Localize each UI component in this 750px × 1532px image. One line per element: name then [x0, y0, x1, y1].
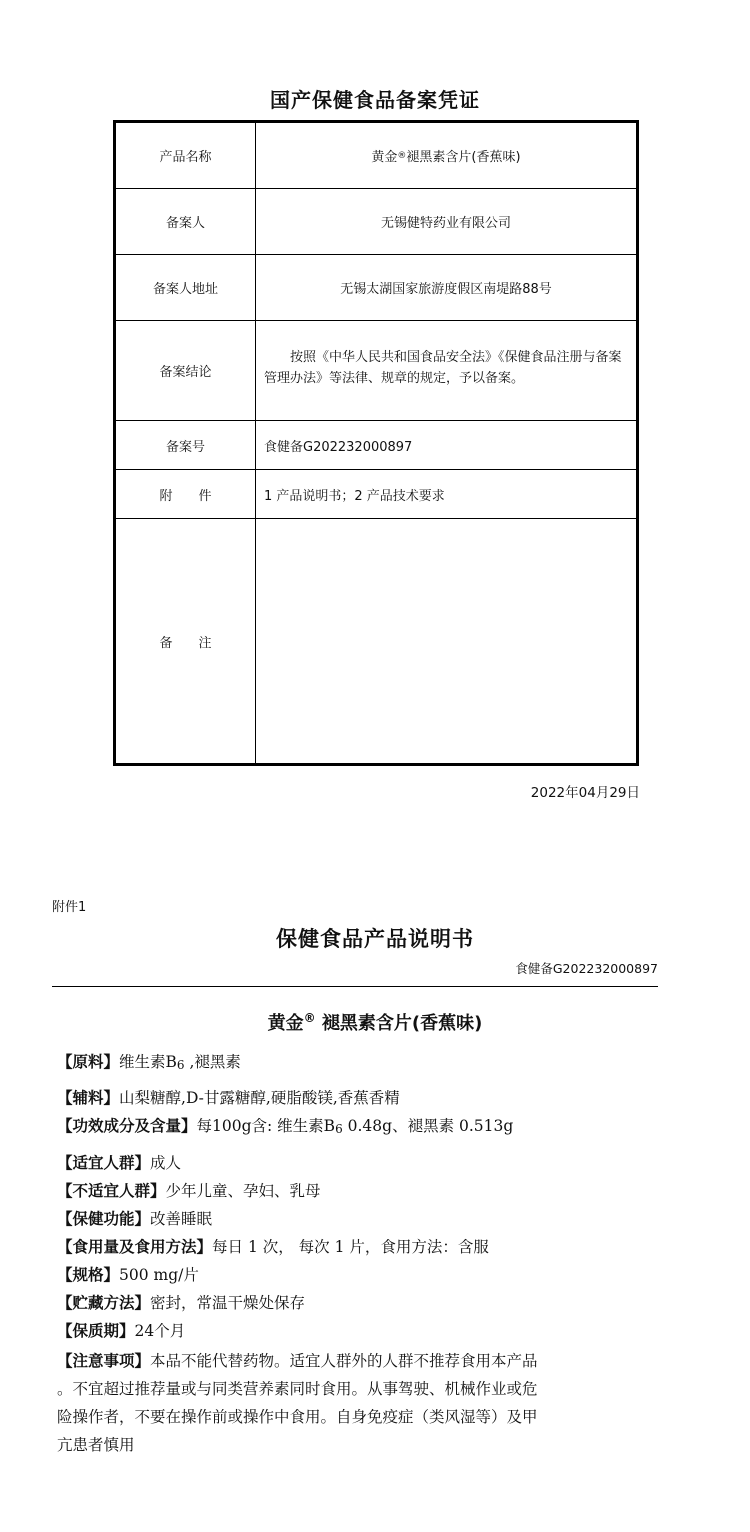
section-shelf-life-text: 24个月 [134, 1322, 186, 1340]
value-filing-number: 食健备G202232000897 [264, 439, 413, 455]
section-excipients-text: 山梨糖醇,D-甘露糖醇,硬脂酸镁,香蕉香精 [119, 1089, 400, 1107]
section-excipients-key: 【辅料】 [57, 1088, 120, 1107]
product-name-prefix: 黄金 [267, 1013, 304, 1034]
section-precautions [57, 1349, 538, 1371]
section-functional-content-text-a: 每100g含: 维生素B [196, 1117, 336, 1135]
section-excipients [57, 1086, 400, 1108]
section-specification-key: 【规格】 [57, 1265, 120, 1284]
row-remarks [116, 519, 636, 763]
product-name-registered-mark: ® [303, 1011, 316, 1025]
section-storage-text: 密封，常温干燥处保存 [150, 1294, 306, 1312]
precautions-continuation-line: 。不宜超过推荐量或与同类营养素同时食用。从事驾驶、机械作业或危 [57, 1380, 538, 1398]
product-name-rest: 褪黑素含片(香蕉味) [315, 1013, 483, 1034]
section-ingredients-text-b: ,褪黑素 [184, 1053, 241, 1071]
section-health-function-key: 【保健功能】 [57, 1209, 151, 1228]
value-filer: 无锡健特药业有限公司 [380, 216, 511, 231]
section-specification-text: 500 mg/片 [119, 1266, 199, 1284]
section-suitable-population-key: 【适宜人群】 [57, 1153, 151, 1172]
label-filer-address: 备案人地址 [116, 255, 256, 320]
row-product-name [116, 123, 636, 189]
manual-filing-number: 食健备G202232000897 [515, 961, 658, 976]
section-storage-key: 【贮藏方法】 [57, 1293, 151, 1312]
certificate-title: 国产保健食品备案凭证 [270, 88, 480, 112]
section-unsuitable-population [57, 1179, 321, 1201]
section-precautions-key: 【注意事项】 [57, 1351, 151, 1370]
row-filer-address [116, 255, 636, 321]
manual-title: 保健食品产品说明书 [276, 927, 474, 951]
row-attachments [116, 470, 636, 519]
section-functional-content-text-b: 0.48g、褪黑素 0.513g [342, 1117, 514, 1135]
value-attachments: 1 产品说明书；2 产品技术要求 [264, 488, 445, 504]
label-product-name: 产品名称 [116, 123, 256, 188]
value-conclusion: 按照《中华人民共和国食品安全法》《保健食品注册与备案管理办法》等法律、规章的规定，予以备案。 [264, 350, 622, 386]
product-name-heading [0, 1009, 750, 1035]
label-filer: 备案人 [116, 189, 256, 254]
section-ingredients-text-a: 维生素B [119, 1053, 177, 1071]
certificate-table [113, 120, 639, 766]
section-health-function-text: 改善睡眠 [150, 1210, 213, 1228]
section-unsuitable-population-key: 【不适宜人群】 [57, 1181, 166, 1200]
attachment-label: 附件1 [52, 900, 87, 915]
section-unsuitable-population-text: 少年儿童、孕妇、乳母 [165, 1182, 321, 1200]
section-suitable-population [57, 1151, 181, 1173]
divider-line [52, 986, 658, 987]
section-specification [57, 1263, 199, 1285]
value-filer-address: 无锡太湖国家旅游度假区南堤路88号 [340, 282, 552, 297]
section-functional-content-key: 【功效成分及含量】 [57, 1116, 197, 1135]
value-product-name-rest: 褪黑素含片(香蕉味) [406, 150, 521, 165]
row-filer [116, 189, 636, 255]
precautions-continuation-line: 亢患者慎用 [57, 1436, 135, 1454]
section-precautions-text: 本品不能代替药物。适宜人群外的人群不推荐食用本产品 [150, 1352, 538, 1370]
label-attachments: 附 件 [116, 470, 256, 518]
section-ingredients [57, 1050, 241, 1072]
label-filing-number: 备案号 [116, 421, 256, 469]
section-shelf-life [57, 1319, 185, 1341]
label-remarks: 备 注 [116, 519, 256, 763]
section-suitable-population-text: 成人 [150, 1154, 182, 1172]
section-shelf-life-key: 【保质期】 [57, 1321, 135, 1340]
section-dosage [57, 1235, 489, 1257]
section-functional-content [57, 1114, 513, 1136]
row-filing-number [116, 421, 636, 470]
section-dosage-text: 每日 1 次， 每次 1 片，食用方法：含服 [212, 1238, 489, 1256]
precautions-continuation-line: 险操作者，不要在操作前或操作中食用。自身免疫症（类风湿等）及甲 [57, 1408, 538, 1426]
value-product-name-prefix: 黄金 [371, 150, 398, 165]
section-storage [57, 1291, 305, 1313]
value-remarks [256, 519, 636, 763]
section-ingredients-sub: 6 [176, 1058, 185, 1072]
certificate-date: 2022年04月29日 [530, 785, 640, 801]
section-health-function [57, 1207, 212, 1229]
section-functional-content-sub: 6 [335, 1122, 343, 1136]
row-conclusion [116, 321, 636, 421]
section-ingredients-key: 【原料】 [57, 1052, 120, 1071]
value-product-name [256, 123, 636, 188]
section-dosage-key: 【食用量及食用方法】 [57, 1237, 213, 1256]
label-conclusion: 备案结论 [116, 321, 256, 420]
registered-mark: ® [397, 150, 407, 161]
